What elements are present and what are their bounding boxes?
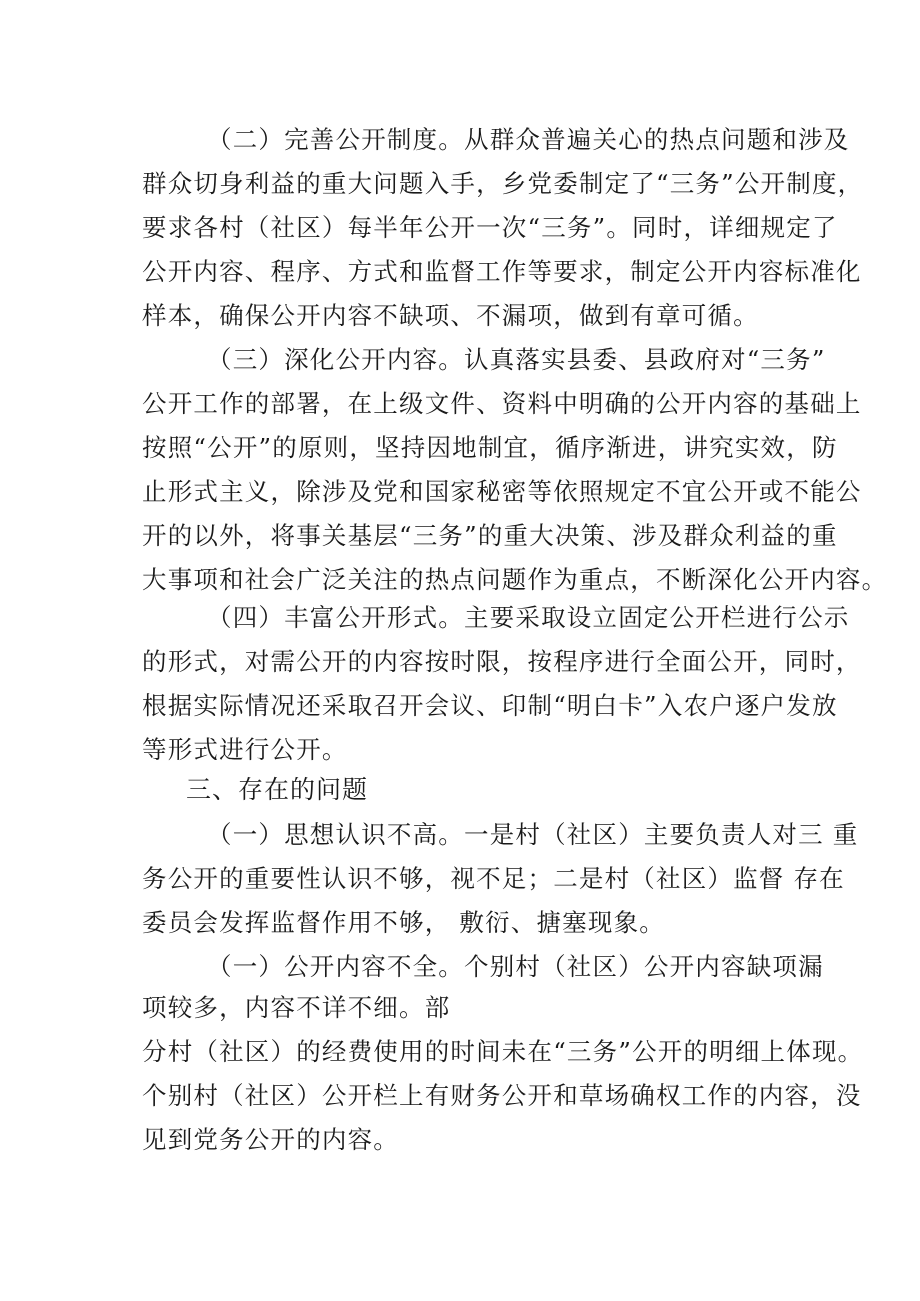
text-line: 要求各村（社区）每半年公开一次“三务”。同时，详细规定了 <box>142 213 838 242</box>
text-line: （三）深化公开内容。认真落实县委、县政府对“三务” <box>207 345 826 374</box>
text-line: 根据实际情况还采取召开会议、印制“明白卡”入农户逐户发放 <box>142 691 838 720</box>
text-line: 项较多，内容不详不细。部 <box>142 993 451 1022</box>
text-line: 群众切身利益的重大问题入手，乡党委制定了“三务”公开制度， <box>142 169 864 198</box>
text-line: 的形式，对需公开的内容按时限，按程序进行全面公开，同时， <box>142 647 862 676</box>
text-line: 个别村（社区）公开栏上有财务公开和草场确权工作的内容，没 <box>142 1081 862 1110</box>
text-line: 务公开的重要性认识不够，视不足；二是村（社区）监督 存在 <box>142 864 845 893</box>
text-line: 见到党务公开的内容。 <box>142 1125 399 1154</box>
text-line: 开的以外，将事关基层“三务”的重大决策、涉及群众利益的重 <box>142 521 838 550</box>
text-line: （二）完善公开制度。从群众普遍关心的热点问题和涉及 <box>207 125 850 154</box>
section-heading: 三、存在的问题 <box>186 775 369 804</box>
text-line: 公开工作的部署，在上级文件、资料中明确的公开内容的基础上 <box>142 389 862 418</box>
text-line: （一）公开内容不全。个别村（社区）公开内容缺项漏 <box>207 952 824 981</box>
text-line: 等形式进行公开。 <box>142 735 348 764</box>
text-line: （一）思想认识不高。一是村（社区）主要负责人对三 重 <box>207 820 859 849</box>
text-line: 止形式主义，除涉及党和国家秘密等依照规定不宜公开或不能公 <box>142 477 862 506</box>
text-line: （四）丰富公开形式。主要采取设立固定公开栏进行公示 <box>207 603 850 632</box>
text-line: 样本，确保公开内容不缺项、不漏项，做到有章可循。 <box>142 301 759 330</box>
text-line: 大事项和社会广泛关注的热点问题作为重点，不断深化公开内容。 <box>142 565 888 594</box>
text-line: 按照“公开”的原则，坚持因地制宜，循序渐进，讲究实效，防 <box>142 433 838 462</box>
text-line: 公开内容、程序、方式和监督工作等要求，制定公开内容标准化 <box>142 257 862 286</box>
text-line: 分村（社区）的经费使用的时间未在“三务”公开的明细上体现。 <box>142 1037 864 1066</box>
text-line: 委员会发挥监督作用不够， 敷衍、搪塞现象。 <box>142 908 665 937</box>
